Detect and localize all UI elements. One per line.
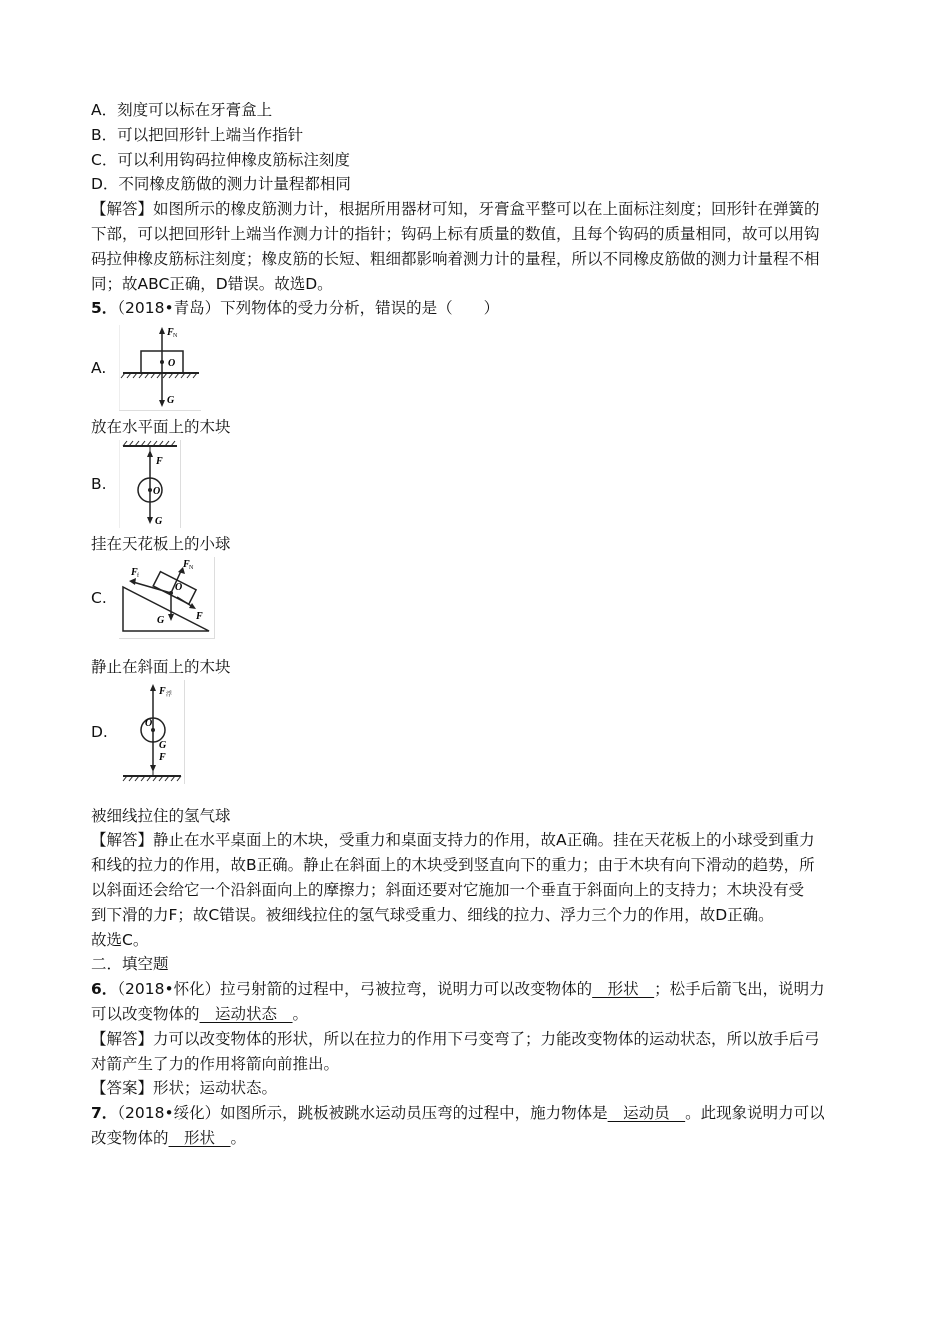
option-caption: 放在水平面上的木块 <box>91 418 231 437</box>
section-heading: 二．填空题 <box>91 955 169 974</box>
answer-line: 到下滑的力F；故C错误。被细线拉住的氢气球受重力、细线的拉力、浮力三个力的作用，故D正确。 <box>91 905 774 924</box>
answer-blank: 形状 <box>592 980 655 999</box>
question-text: 可以改变物体的 <box>91 1004 200 1023</box>
question-7 <box>91 1101 871 1151</box>
option-q5-d <box>91 680 871 784</box>
question-text: （2018•青岛）下列物体的受力分析，错误的是（ ） <box>117 299 500 318</box>
label-o: O <box>168 358 176 370</box>
answer-key: 【答案】形状；运动状态。 <box>91 1079 278 1098</box>
question-text: 。 <box>292 1004 309 1023</box>
option-caption: 挂在天花板上的小球 <box>91 534 231 553</box>
answer-q5 <box>91 828 871 952</box>
question-number: 5． <box>91 299 118 318</box>
question-text: 。此现象说明力可以 <box>685 1104 825 1123</box>
label-f: F <box>156 455 163 467</box>
label-ffu: F <box>159 685 166 697</box>
question-number: 6． <box>91 980 118 999</box>
question-text: 。 <box>230 1128 247 1147</box>
answer-line: 对箭产生了力的作用将箭向前推出。 <box>91 1054 340 1073</box>
option-q5-b <box>91 440 871 528</box>
answer-line: 静止在水平桌面上的木块，受重力和桌面支持力的作用，故A正确。挂在天花板上的小球受到重力 <box>153 831 815 850</box>
option-q4-d: D．不同橡皮筋做的测力计量程都相同 <box>91 175 351 194</box>
option-q5-c <box>91 557 871 639</box>
option-q4-a: A．刻度可以标在牙膏盒上 <box>91 101 273 119</box>
question-number: 7． <box>91 1104 118 1123</box>
label-g: G <box>157 614 165 626</box>
figure-block-on-incline <box>119 557 215 639</box>
answer-line: 以斜面还会给它一个沿斜面向上的摩擦力；斜面还要对它施加一个垂直于斜面向上的支持力；木块没有受 <box>91 880 805 899</box>
figure-balloon-on-string <box>119 680 185 784</box>
question-text: （2018•绥化）如图所示，跳板被跳水运动员压弯的过程中，施力物体是 <box>117 1104 608 1123</box>
option-q5-a <box>91 325 871 411</box>
label-o: O <box>145 717 153 729</box>
label-f: F <box>159 751 166 763</box>
answer-q4 <box>91 197 871 296</box>
answer-line: 故选C。 <box>91 930 149 949</box>
document-page <box>91 98 871 1151</box>
answer-tag: 【解答】 <box>91 831 154 850</box>
answer-line: 如图所示的橡皮筋测力计，根据所用器材可知，牙膏盒平整可以在上面标注刻度；回形针在弹簧的 <box>153 200 820 219</box>
answer-blank: 运动状态 <box>199 1004 293 1023</box>
option-letter: B. <box>91 474 107 493</box>
question-text: 改变物体的 <box>91 1128 169 1147</box>
answer-line: 同；故ABC正确，D错误。故选D。 <box>91 274 333 293</box>
label-o: O <box>153 485 161 497</box>
answer-blank: 运动员 <box>607 1104 686 1123</box>
option-q4-b: B．可以把回形针上端当作指针 <box>91 125 304 144</box>
answer-tag: 【解答】 <box>91 200 154 219</box>
answer-blank: 形状 <box>168 1128 231 1147</box>
option-caption: 静止在斜面上的木块 <box>91 657 231 676</box>
figure-hanging-ball <box>119 440 181 528</box>
label-g: G <box>155 515 163 527</box>
option-q4-c: C．可以利用钩码拉伸橡皮筋标注刻度 <box>91 150 350 169</box>
option-letter: D. <box>91 722 108 741</box>
option-letter: A. <box>91 359 107 378</box>
answer-line: 力可以改变物体的形状，所以在拉力的作用下弓变弯了；力能改变物体的运动状态，所以放手后弓 <box>153 1029 820 1048</box>
question-text: （2018•怀化）拉弓射箭的过程中，弓被拉弯，说明力可以改变物体的 <box>117 980 593 999</box>
label-ffu-sub: 浮 <box>166 690 173 698</box>
answer-line: 下部，可以把回形针上端当作测力计的指针；钩码上标有质量的数值，且每个钩码的质量相同，故可以用钩 <box>91 224 820 243</box>
question-5 <box>91 296 871 321</box>
answer-line: 码拉伸橡皮筋标注刻度；橡皮筋的长短、粗细都影响着测力计的量程，所以不同橡皮筋做的测力计量程不相 <box>91 249 820 268</box>
label-fn-sub: N <box>173 333 178 340</box>
label-fn: F <box>183 558 190 570</box>
label-fn: F <box>167 327 174 339</box>
option-letter: C. <box>91 588 107 607</box>
answer-tag: 【解答】 <box>91 1029 154 1048</box>
question-6 <box>91 977 871 1101</box>
figure-block-on-table <box>119 325 201 411</box>
label-ff-sub: f <box>137 572 139 579</box>
label-ff: F <box>131 566 138 578</box>
label-g: G <box>167 395 175 407</box>
option-caption: 被细线拉住的氢气球 <box>91 806 231 825</box>
label-f: F <box>196 610 203 622</box>
answer-line: 和线的拉力的作用，故B正确。静止在斜面上的木块受到竖直向下的重力；由于木块有向下滑动的趋势，所 <box>91 856 815 875</box>
label-g: G <box>159 739 167 751</box>
question-text: ；松手后箭飞出，说明力 <box>654 980 825 999</box>
label-fn-sub: N <box>189 564 194 571</box>
label-o: O <box>175 581 183 593</box>
